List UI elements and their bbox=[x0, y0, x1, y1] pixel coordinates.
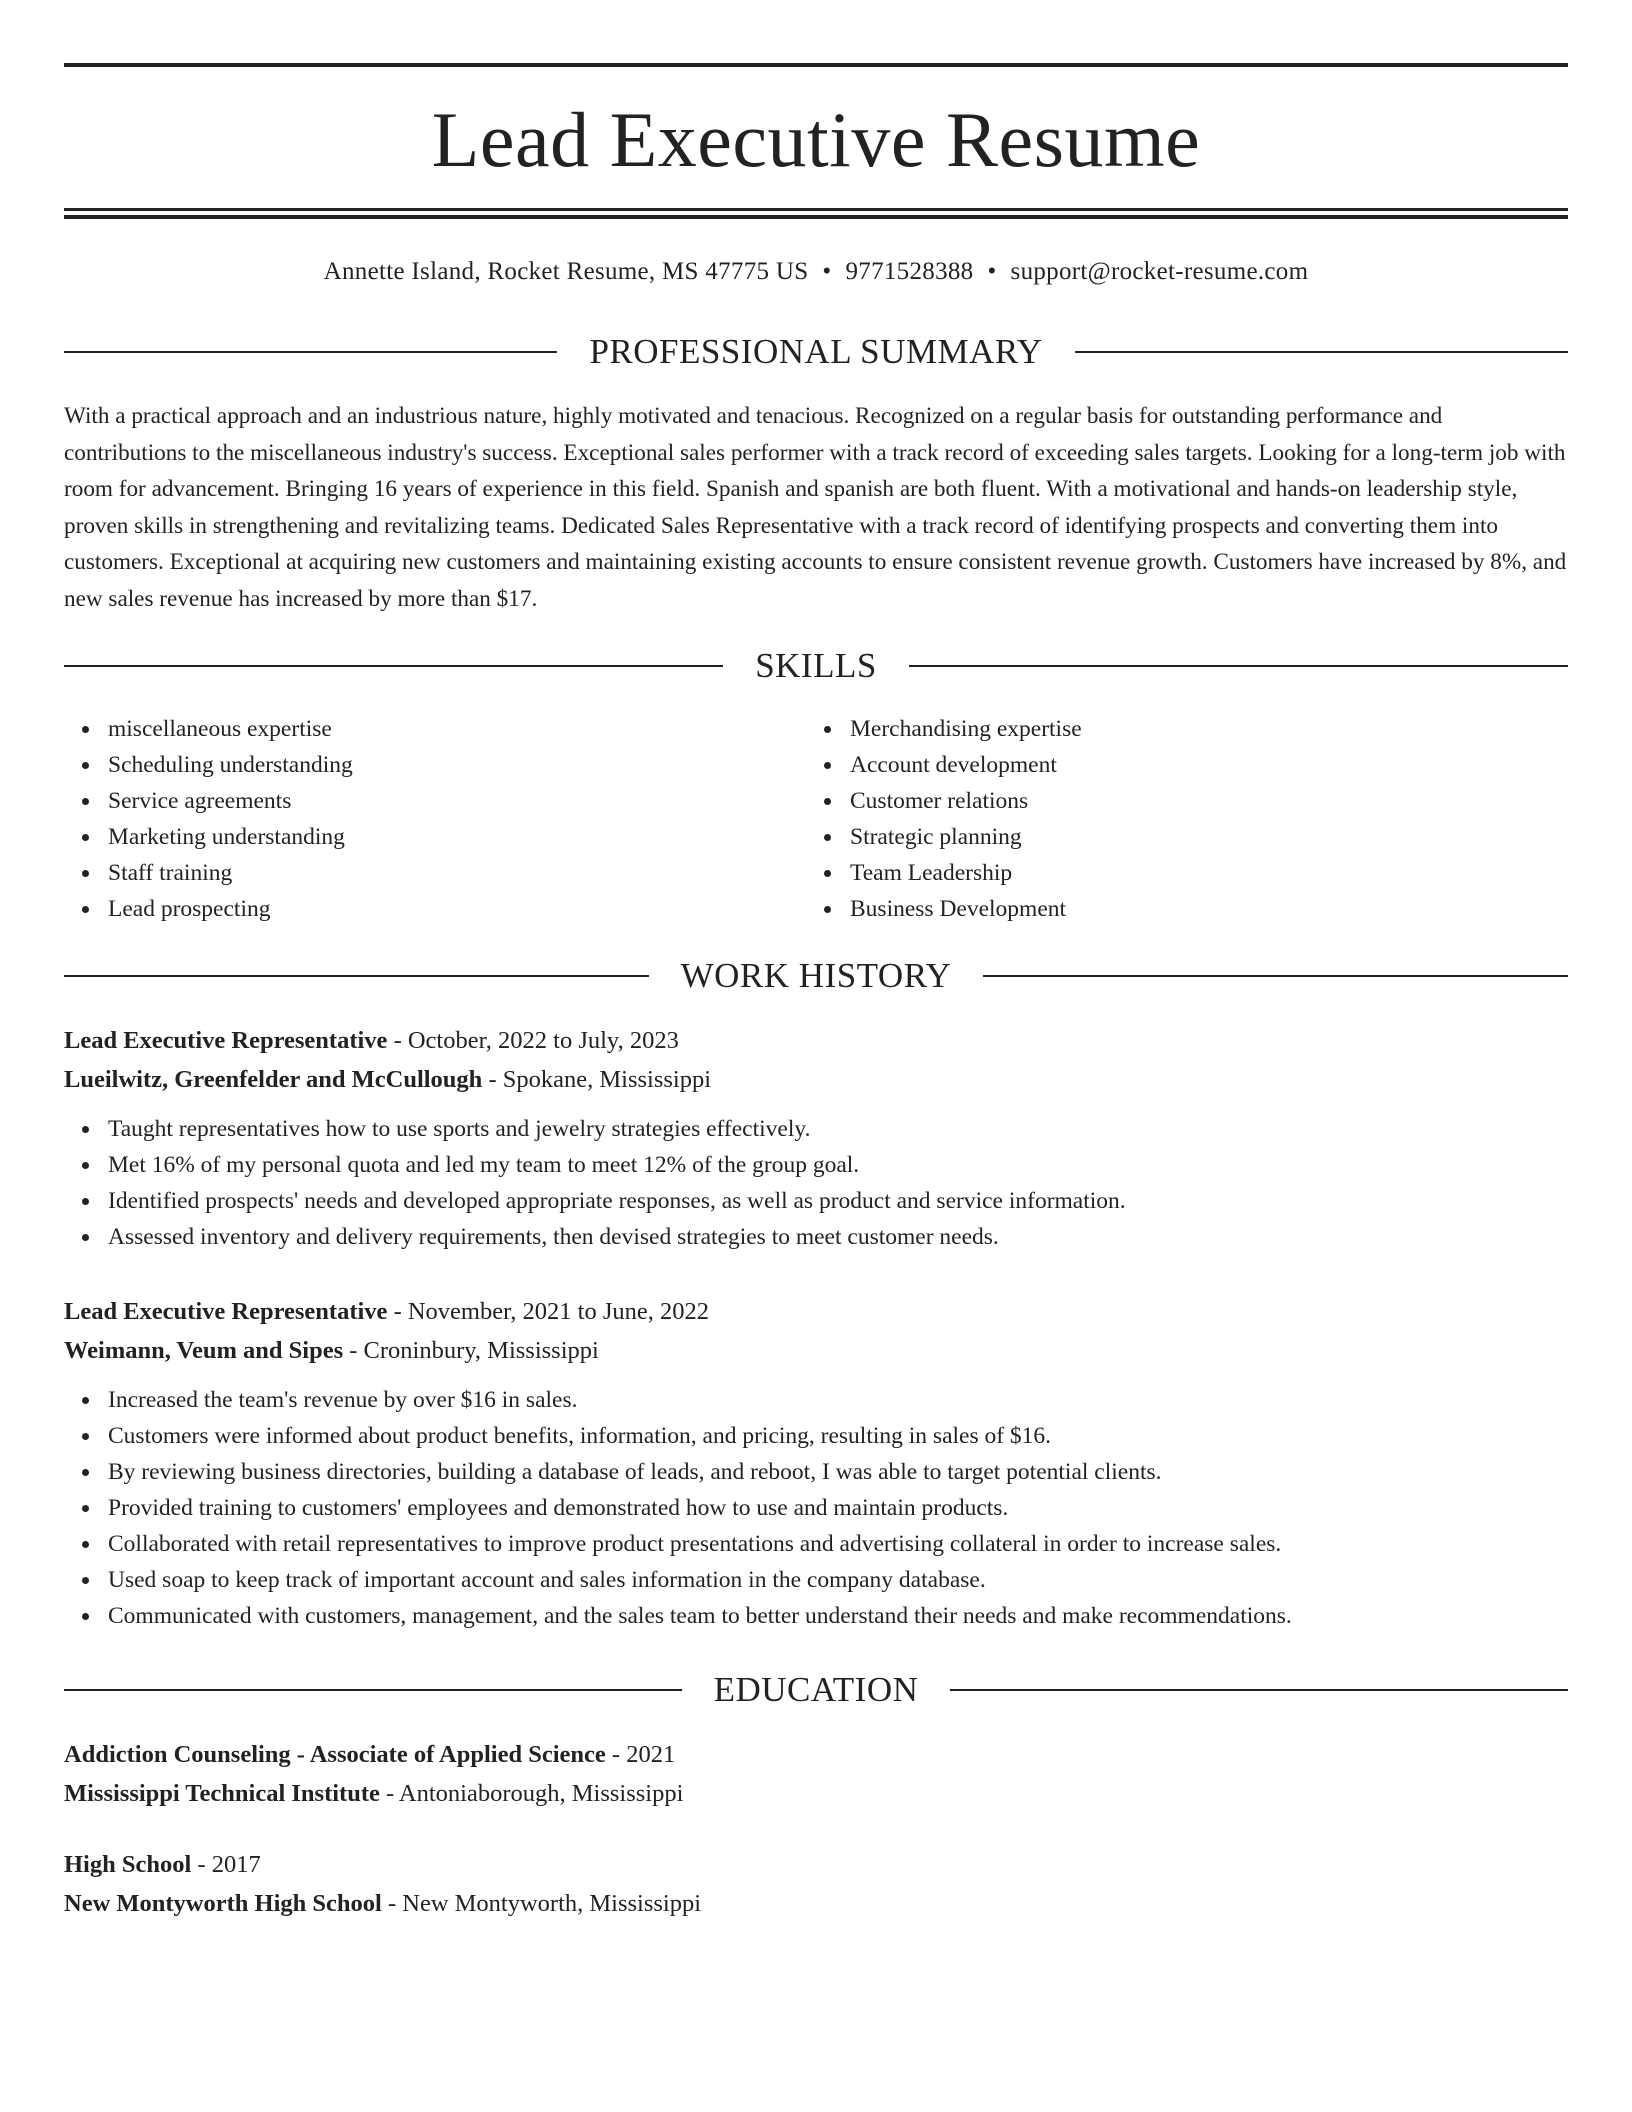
heading-rule bbox=[909, 665, 1568, 667]
job-title: Lead Executive Representative bbox=[64, 1298, 388, 1325]
skill-item: Staff training bbox=[108, 855, 806, 891]
education-degree: High School bbox=[64, 1851, 192, 1878]
skill-item: Marketing understanding bbox=[108, 819, 806, 855]
skill-item: Team Leadership bbox=[850, 855, 1548, 891]
skill-item: Scheduling understanding bbox=[108, 747, 806, 783]
education-school-line: Mississippi Technical Institute - Antoniaborough, Mississippi bbox=[64, 1780, 684, 1807]
job-bullet: Communicated with customers, management, and the sales team to better understand their needs and make recommendations. bbox=[108, 1598, 1568, 1634]
education-school: Mississippi Technical Institute bbox=[64, 1780, 380, 1807]
job-dates: October, 2022 to July, 2023 bbox=[407, 1027, 679, 1054]
skill-item: Business Development bbox=[850, 891, 1548, 927]
heading-rule bbox=[64, 351, 557, 353]
skills-heading bbox=[64, 646, 1568, 686]
education-heading bbox=[64, 1670, 1568, 1710]
work-heading bbox=[64, 956, 1568, 996]
job-bullet: Collaborated with retail representatives to improve product presentations and advertising collateral in order to increase sales. bbox=[108, 1526, 1568, 1562]
job-location: Spokane, Mississippi bbox=[502, 1066, 712, 1093]
contact-email: support@rocket-resume.com bbox=[1010, 258, 1309, 285]
heading-rule bbox=[950, 1689, 1568, 1691]
heading-rule bbox=[64, 665, 723, 667]
education-year: 2017 bbox=[211, 1851, 261, 1878]
job-entry bbox=[64, 1021, 1568, 1255]
job-bullet: Provided training to customers' employees and demonstrated how to use and maintain products. bbox=[108, 1490, 1568, 1526]
job-company-line: Weimann, Veum and Sipes - Croninbury, Mississippi bbox=[64, 1337, 599, 1364]
job-bullet: By reviewing business directories, building a database of leads, and reboot, I was able to target potential clients. bbox=[108, 1454, 1568, 1490]
skill-item: Strategic planning bbox=[850, 819, 1548, 855]
job-bullet: Increased the team's revenue by over $16 in sales. bbox=[108, 1382, 1568, 1418]
skill-item: Customer relations bbox=[850, 783, 1548, 819]
work-heading-text: WORK HISTORY bbox=[680, 956, 952, 995]
job-company: Lueilwitz, Greenfelder and McCullough bbox=[64, 1066, 483, 1093]
job-title-line: Lead Executive Representative - October, 2022 to July, 2023 bbox=[64, 1027, 679, 1054]
skill-item: miscellaneous expertise bbox=[108, 711, 806, 747]
education-location: Antoniaborough, Mississippi bbox=[398, 1780, 684, 1807]
job-bullet: Met 16% of my personal quota and led my team to meet 12% of the group goal. bbox=[108, 1147, 1568, 1183]
top-rule bbox=[64, 63, 1568, 67]
job-company: Weimann, Veum and Sipes bbox=[64, 1337, 344, 1364]
job-bullet: Used soap to keep track of important account and sales information in the company database. bbox=[108, 1562, 1568, 1598]
job-bullet: Identified prospects' needs and developed appropriate responses, as well as product and service information. bbox=[108, 1183, 1568, 1219]
skill-item: Lead prospecting bbox=[108, 891, 806, 927]
title-double-rule bbox=[64, 208, 1568, 219]
job-bullet: Customers were informed about product benefits, information, and pricing, resulting in sales of $16. bbox=[108, 1418, 1568, 1454]
contact-separator: • bbox=[822, 258, 832, 285]
education-degree-line: Addiction Counseling - Associate of Applied Science - 2021 bbox=[64, 1741, 676, 1768]
job-bullet: Taught representatives how to use sports and jewelry strategies effectively. bbox=[108, 1111, 1568, 1147]
education-degree: Addiction Counseling - Associate of Applied Science bbox=[64, 1741, 606, 1768]
education-location: New Montyworth, Mississippi bbox=[402, 1890, 702, 1917]
job-dates: November, 2021 to June, 2022 bbox=[407, 1298, 710, 1325]
skills-list bbox=[64, 711, 1568, 927]
heading-rule bbox=[64, 975, 649, 977]
job-company-line: Lueilwitz, Greenfelder and McCullough - Spokane, Mississippi bbox=[64, 1066, 712, 1093]
job-bullets bbox=[64, 1382, 1568, 1634]
skills-column-1 bbox=[64, 711, 806, 927]
job-location: Croninbury, Mississippi bbox=[363, 1337, 599, 1364]
skills-column-2 bbox=[806, 711, 1548, 927]
education-entry bbox=[64, 1845, 1568, 1923]
education-entry bbox=[64, 1735, 1568, 1813]
summary-heading-text: PROFESSIONAL SUMMARY bbox=[589, 332, 1043, 371]
heading-rule bbox=[983, 975, 1568, 977]
resume-title: Lead Executive Resume bbox=[431, 96, 1201, 183]
education-school: New Montyworth High School bbox=[64, 1890, 382, 1917]
education-heading-text: EDUCATION bbox=[713, 1670, 919, 1709]
skills-heading-text: SKILLS bbox=[755, 646, 877, 685]
contact-phone: 9771528388 bbox=[845, 258, 974, 285]
job-title-line: Lead Executive Representative - November, 2021 to June, 2022 bbox=[64, 1298, 710, 1325]
contact-separator: • bbox=[987, 258, 997, 285]
heading-rule bbox=[1075, 351, 1568, 353]
skill-item: Service agreements bbox=[108, 783, 806, 819]
job-bullet: Assessed inventory and delivery requirements, then devised strategies to meet customer needs. bbox=[108, 1219, 1568, 1255]
education-degree-line: High School - 2017 bbox=[64, 1851, 261, 1878]
contact-address: Annette Island, Rocket Resume, MS 47775 US bbox=[323, 258, 809, 285]
education-year: 2021 bbox=[626, 1741, 676, 1768]
skill-item: Merchandising expertise bbox=[850, 711, 1548, 747]
skill-item: Account development bbox=[850, 747, 1548, 783]
contact-line bbox=[64, 252, 1568, 292]
education-school-line: New Montyworth High School - New Montyworth, Mississippi bbox=[64, 1890, 702, 1917]
summary-text: With a practical approach and an industrious nature, highly motivated and tenacious. Recognized on a regular basis for outstanding performance and contributions to the miscellaneous industry's success. Exceptional sales performer with a track record of exceeding sales targets. Looking for a long-term job with room for advancement. Bringing 16 years of experience in this field. Spanish and spanish are both fluent. With a motivational and hands-on leadership style, proven skills in strengthening and revitalizing teams. Dedicated Sales Representative with a track record of identifying prospects and converting them into customers. Exceptional at acquiring new customers and maintaining existing accounts to ensure consistent revenue growth. Customers have increased by 8%, and new sales revenue has increased by more than $17. bbox=[64, 403, 1567, 612]
summary-heading bbox=[64, 332, 1568, 372]
job-entry bbox=[64, 1292, 1568, 1634]
heading-rule bbox=[64, 1689, 682, 1691]
job-bullets bbox=[64, 1111, 1568, 1255]
job-title: Lead Executive Representative bbox=[64, 1027, 388, 1054]
